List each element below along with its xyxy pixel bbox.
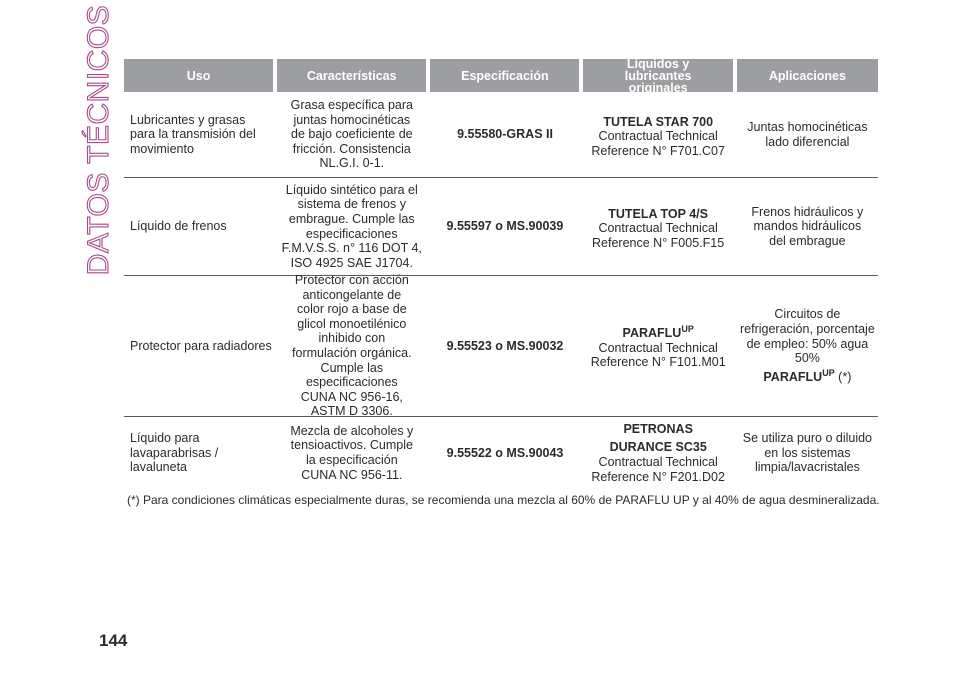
- section-title-text: DATOS TÉCNICOS: [82, 4, 116, 276]
- table-row: [124, 273, 878, 419]
- cell-especificacion: [430, 178, 579, 275]
- aplicaciones-text: Se utiliza puro o diluido en los sistemas limpia/lavacristales: [742, 431, 873, 475]
- producto-name: TUTELA TOP 4/S: [608, 206, 708, 221]
- cell-producto: [584, 178, 733, 275]
- caracteristicas-text: Protector con acción anticongelante de color rojo a base de glicol monoetilénico inhibido con formulación orgánica. Cumple las especificaciones CUNA NC 956-16, ASTM D 3306.: [292, 273, 412, 419]
- cell-producto: [584, 417, 733, 489]
- uso-text: Lubricantes y grasas para la transmisión del movimiento: [130, 112, 256, 156]
- cell-producto: [584, 92, 733, 177]
- aplicaciones-text: Circuitos de refrigeración, porcentaje de empleo: 50% agua 50%: [739, 307, 875, 366]
- cell-uso: [124, 92, 273, 177]
- producto-name: TUTELA STAR 700: [603, 114, 714, 129]
- section-title: [82, 4, 116, 276]
- aplicaciones-block: [739, 307, 876, 384]
- especificacion-text: 9.55522 o MS.90043: [446, 445, 564, 460]
- especificacion-text: 9.55580-GRAS II: [457, 127, 553, 142]
- cell-aplicaciones: [737, 417, 878, 489]
- caracteristicas-text: Líquido sintético para el sistema de frenos y embrague. Cumple las especificaciones F.M.V.S.S. n° 116 DOT 4, ISO 4925 SAE J1704.: [281, 182, 422, 270]
- lubricants-table: [124, 56, 878, 489]
- uso-text: Líquido de frenos: [130, 219, 227, 234]
- cell-caracteristicas: [277, 92, 426, 177]
- cell-especificacion: [430, 92, 579, 177]
- caracteristicas-text: Grasa específica para juntas homocinéticas de bajo coeficiente de fricción. Consistencia NL.G.I. 0-1.: [290, 98, 413, 171]
- footnote: (*) Para condiciones climáticas especialmente duras, se recomienda una mezcla al 60% de PARAFLU UP y al 40% de agua desmineralizada.: [127, 493, 880, 507]
- aplicaciones-text: Juntas homocinéticas lado diferencial: [747, 119, 868, 149]
- header-uso: Uso: [124, 59, 273, 92]
- cell-caracteristicas: [277, 178, 426, 275]
- page-number: 144: [99, 631, 128, 650]
- uso-text: Protector para radiadores: [130, 338, 272, 353]
- header-caracteristicas: Características: [277, 59, 426, 92]
- cell-especificacion: [430, 417, 579, 489]
- caracteristicas-text: Mezcla de alcoholes y tensioactivos. Cumple la especificación CUNA NC 956-11.: [290, 423, 414, 482]
- producto-name: PETRONAS DURANCE SC35: [609, 421, 707, 455]
- aplicaciones-text: Frenos hidráulicos y mandos hidráulicos del embrague: [751, 204, 864, 248]
- cell-especificacion: [430, 276, 579, 416]
- aplicaciones-product-line: $PARAFLU^{UP}$ (*): [763, 367, 852, 384]
- cell-aplicaciones: [737, 276, 878, 416]
- producto-name: $PARAFLU^{UP}$: [622, 324, 694, 341]
- cell-aplicaciones: [737, 178, 878, 275]
- producto-ref: Contractual Technical Reference N° F701.C07: [591, 129, 725, 158]
- cell-caracteristicas: [277, 417, 426, 489]
- producto-ref: Contractual Technical Reference N° F201.D02: [591, 455, 725, 484]
- cell-producto: [584, 276, 733, 416]
- producto-block: [588, 322, 729, 370]
- producto-block: [588, 422, 729, 485]
- cell-aplicaciones: [737, 92, 878, 177]
- producto-ref: Contractual Technical Reference N° F005.F15: [592, 221, 725, 250]
- table-row: [124, 92, 878, 178]
- producto-block: [588, 203, 729, 251]
- especificacion-text: 9.55597 o MS.90039: [446, 219, 564, 234]
- cell-uso: [124, 417, 273, 489]
- producto-ref: Contractual Technical Reference N° F101.M01: [590, 340, 726, 370]
- producto-block: [588, 111, 729, 159]
- table-row: [124, 178, 878, 276]
- cell-uso: [124, 178, 273, 275]
- table-header: [124, 56, 878, 95]
- header-especificacion: Especificación: [430, 59, 579, 92]
- header-liquidos: Líquidos y lubricantes originales: [583, 59, 732, 92]
- table-row: [124, 417, 878, 489]
- cell-caracteristicas: [277, 273, 426, 419]
- especificacion-text: 9.55523 o MS.90032: [446, 338, 564, 353]
- cell-uso: [124, 276, 273, 416]
- header-aplicaciones: Aplicaciones: [737, 59, 878, 92]
- uso-text: Líquido para lavaparabrisas / lavaluneta: [130, 431, 219, 475]
